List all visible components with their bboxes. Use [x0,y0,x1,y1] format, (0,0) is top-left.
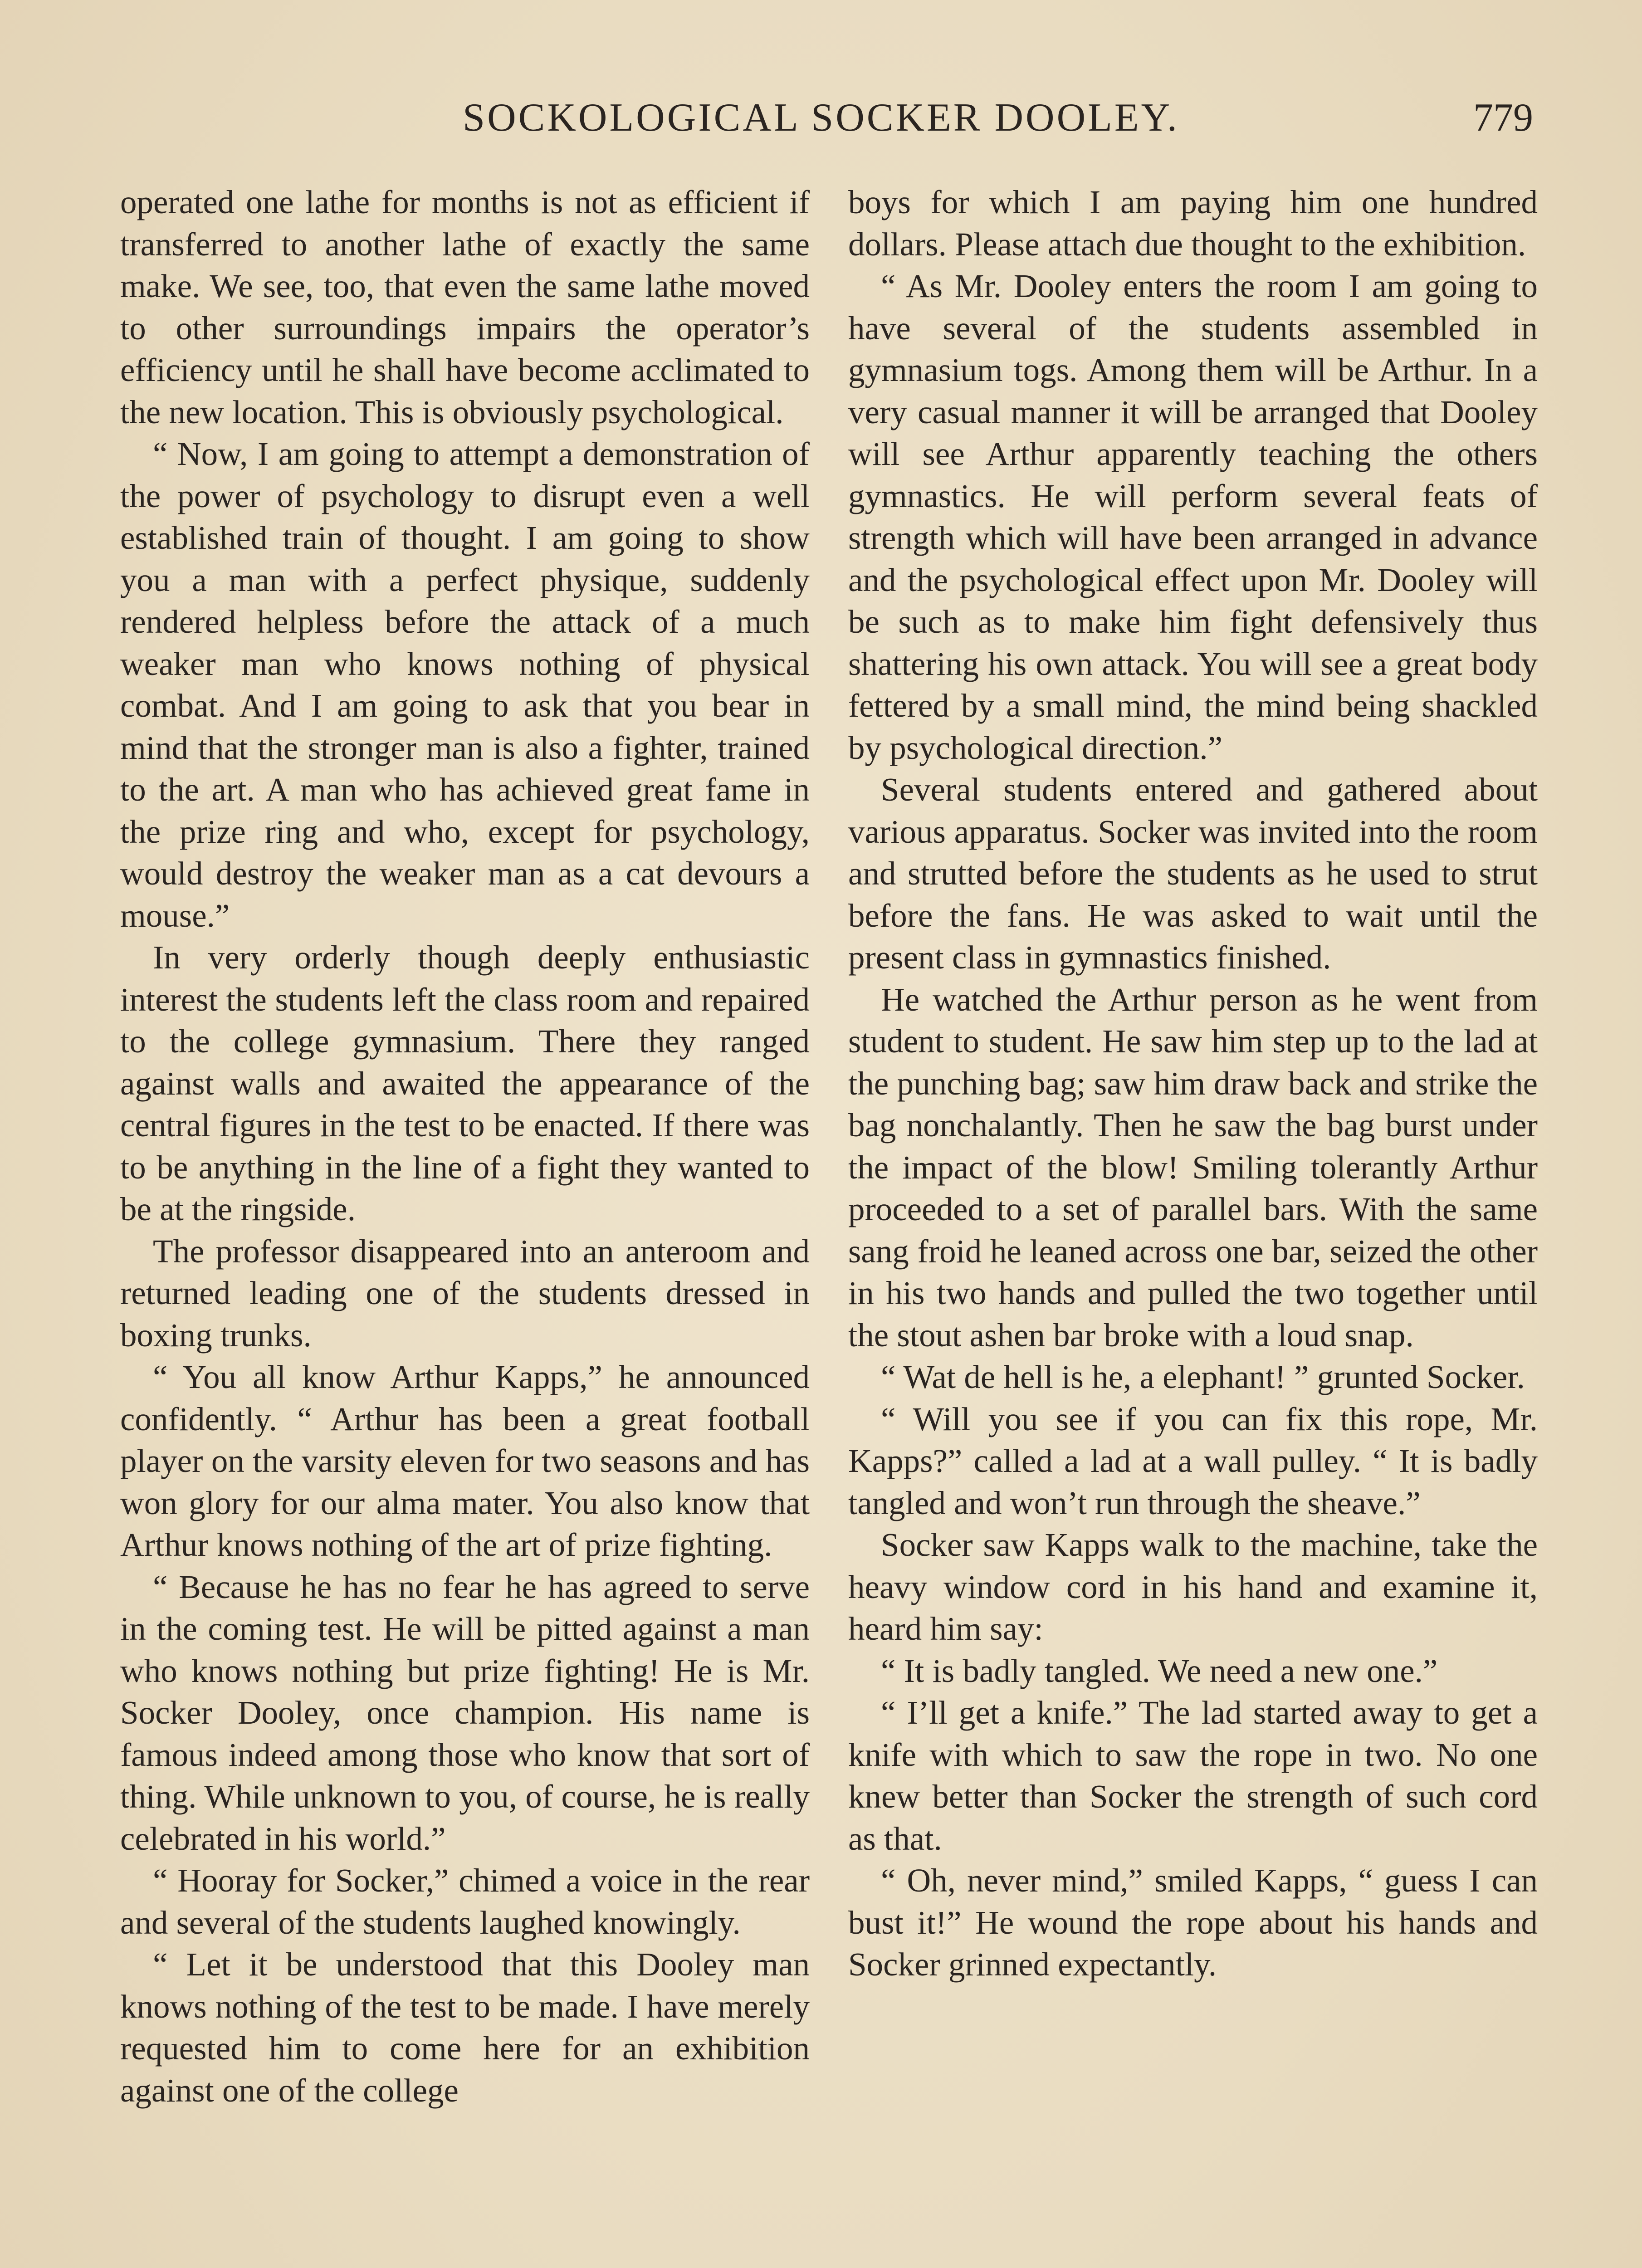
paragraph: “ I’ll get a knife.” The lad started away to get a knife with which to saw the rope in two. No one knew better than Socker the strength of such cord as that. [848,1694,1538,1857]
paragraph: “ Because he has no fear he has agreed to serve in the coming test. He will be pitted against a man who knows nothing but prize fighting! He is Mr. Socker Dooley, once champion. His name is famous indeed among those who know that sort of thing. While unknown to you, of course, he is really celebrated in his world.” [120,1568,810,1857]
paragraph: “ As Mr. Dooley enters the room I am going to have several of the students assembled in gymnasium togs. Among them will be Arthur. In a very casual manner it will be arranged that Dooley will see Arthur apparently teaching the others gymnastics. He will perform several feats of strength which will have been arranged in advance and the psychological effect upon Mr. Dooley will be such as to make him fight defensively thus shattering his own attack. You will see a great body fettered by a small mind, the mind being shackled by psychological direction.” [848,268,1538,766]
paragraph: boys for which I am paying him one hundred dollars. Please attach due thought to the exhibition. [848,184,1538,263]
paragraph: He watched the Arthur person as he went from student to student. He saw him step up to the lad at the punching bag; saw him draw back and strike the bag nonchalantly. Then he saw the bag burst under the impact of the blow! Smiling tolerantly Arthur proceeded to a set of parallel bars. With the same sang froid he leaned across one bar, seized the other in his two hands and pulled the two together until the stout ashen bar broke with a loud snap. [848,981,1538,1354]
paragraph: Socker saw Kapps walk to the machine, take the heavy window cord in his hand and examine it, heard him say: [848,1526,1538,1647]
paragraph: In very orderly though deeply enthusiastic interest the students left the class room and repaired to the college gymnasium. There they ranged against walls and awaited the appearance of the central figures in the test to be enacted. If there was to be anything in the line of a fight they wanted to be at the ringside. [120,939,810,1227]
paragraph: “ Wat de hell is he, a elephant! ” grunted Socker. [881,1359,1525,1395]
paragraph: “ Let it be understood that this Dooley man knows nothing of the test to be made. I have merely requested him to come here for an exhibition against one of the college [120,1946,810,2109]
paragraph: “ It is badly tangled. We need a new one.” [881,1652,1438,1689]
paragraph: “ Now, I am going to attempt a demonstration of the power of psychology to disrupt even a well established train of thought. I am going to show you a man with a perfect physique, suddenly rendered helpless before the attack of a much weaker man who knows nothing of physical combat. And I am going to ask that you bear in mind that the stronger man is also a fighter, trained to the art. A man who has achieved great fame in the prize ring and who, except for psychology, would destroy the weaker man as a cat devours a mouse.” [120,435,810,934]
paragraph: “ Hooray for Socker,” chimed a voice in the rear and several of the students laughed knowingly. [120,1862,810,1941]
paragraph: “ Will you see if you can fix this rope, Mr. Kapps?” called a lad at a wall pulley. “ It is badly tangled and won’t run through the sheave.” [848,1400,1538,1521]
paragraph: “ Oh, never mind,” smiled Kapps, “ guess I can bust it!” He wound the rope about his hands and Socker grinned expectantly. [848,1862,1538,1983]
paragraph: The professor disappeared into an anteroom and returned leading one of the students dressed in boxing trunks. [120,1232,810,1354]
paragraph: operated one lathe for months is not as efficient if transferred to another lathe of exactly the same make. We see, too, that even the same lathe moved to other surroundings impairs the operator’s efficiency until he shall have become acclimated to the new location. This is obviously psychological. [120,184,810,430]
page-number: 779 [1473,96,1533,140]
right-column [848,181,1538,1986]
running-title: SOCKOLOGICAL SOCKER DOOLEY. [463,96,1179,140]
paragraph: Several students entered and gathered about various apparatus. Socker was invited into the room and strutted before the students as he used to strut before the fans. He was asked to wait until the present class in gymnastics finished. [848,771,1538,976]
paragraph: “ You all know Arthur Kapps,” he announced confidently. “ Arthur has been a great football player on the varsity eleven for two seasons and has won glory for our alma mater. You also know that Arthur knows nothing of the art of prize fighting. [120,1359,810,1563]
page-header [0,91,1642,145]
left-column [120,181,810,2112]
